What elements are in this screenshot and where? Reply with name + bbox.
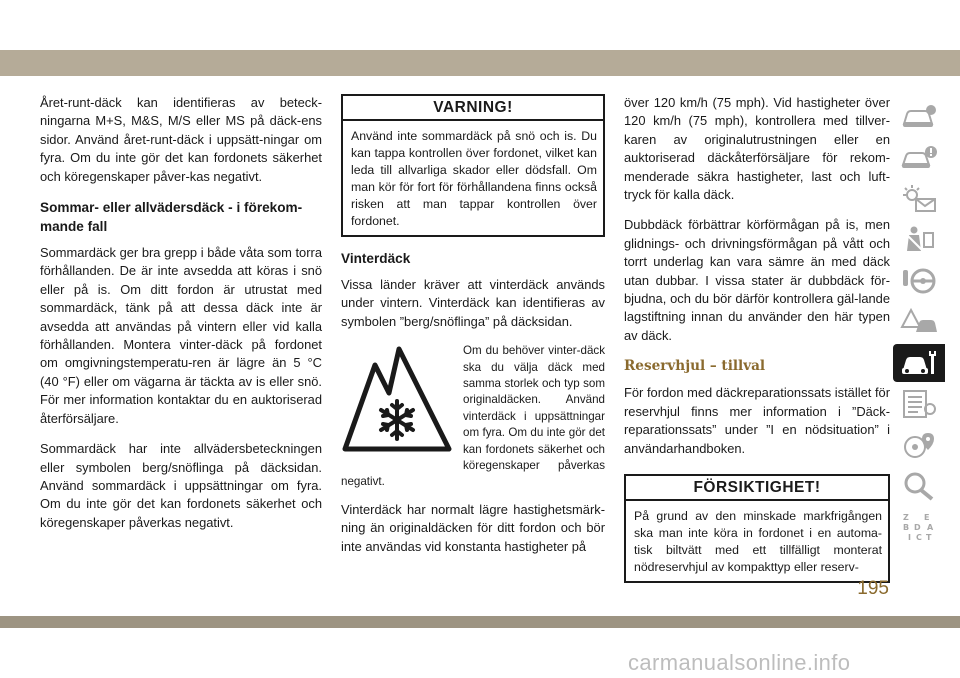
warning-light-message-icon	[900, 184, 938, 214]
svg-text:D: D	[914, 523, 921, 532]
tab-multimedia[interactable]	[893, 426, 945, 464]
svg-text:I: I	[908, 533, 911, 542]
mountain-snowflake-icon	[341, 343, 453, 461]
spare-wheel-paragraph: För fordon med däckreparationssats istället för reservhjul finns mer information i ”Däck-reparationssats” under ”I en nödsituation” i användarhandboken.	[624, 385, 890, 456]
tab-index[interactable]	[893, 508, 945, 546]
svg-text:Z: Z	[903, 513, 909, 522]
tab-car-info[interactable]	[893, 98, 945, 136]
watermark: carmanualsonline.info	[628, 650, 851, 675]
car-info-icon	[900, 102, 938, 132]
spare-wheel-heading: Reservhjul – tillval	[624, 358, 766, 375]
tab-search[interactable]	[893, 467, 945, 505]
caution-box	[624, 474, 890, 583]
summer-tires-paragraph: Sommardäck ger bra grepp i både våta som torra förhållanden. De är inte avsedda att köras i snö eller på is. Om ditt fordon är utrustat med sommardäck, tänk på att dessa däck inte är avsedda att användas på vintern eller vid kalla förhållanden. Montera vinter-däck på fordonet om omgivningstemperatu-ren är lägre än 5 °C (40 °F) eller om vägarna är täckta av is eller snö. För mer information kontaktar du en auktoriserad återförsäljare.	[40, 245, 322, 426]
tab-safety[interactable]	[893, 221, 945, 259]
summer-tires-marking-paragraph: Sommardäck har inte allvädersbeteckningen eller symbolen berg/snöflinga på däcksidan. Använd sommardäck i uppsättningar om fyra. Om du inte gör det kan fordonets säkerhet och köregenskaper påverkas negativt.	[40, 441, 322, 530]
tab-car-alert[interactable]	[893, 139, 945, 177]
svg-text:C: C	[916, 533, 922, 542]
winter-speed-rating-paragraph: Vinterdäck har normalt lägre hastighetsmärk-ning än originaldäcken för ditt fordon och bör inte användas vid konstanta hastigheter på	[341, 501, 605, 554]
svg-text:A: A	[927, 523, 934, 532]
search-magnifier-icon	[900, 471, 938, 501]
winter-tires-heading: Vinterdäck	[341, 251, 411, 266]
emergency-triangle-car-icon	[900, 307, 938, 337]
warning-box	[341, 94, 605, 237]
svg-text:B: B	[903, 523, 910, 532]
alphabetical-index-icon	[900, 512, 938, 542]
summer-tires-heading: Sommar- eller allvädersdäck - i förekom-mande fall	[40, 200, 303, 235]
safety-seatbelt-icon	[900, 225, 938, 255]
car-alert-icon	[900, 143, 938, 173]
all-season-paragraph: Året-runt-däck kan identifieras av beteck-ningarna M+S, M&S, M/S eller MS på däck-ens sidor. Använd året-runt-däck i uppsätt-ningar om fyra. Om du inte gör det kan fordonets säkerhet och köregenskaper påver-kas negativt.	[40, 95, 322, 184]
speed-paragraph: över 120 km/h (75 mph). Vid hastigheter över 120 km/h (75 mph), kontrollera med tillver-karen av originalutrustningen eller en auktoriserad däckåterförsäljare för rekom-menderade säkra hastigheter, last och luft-tryck för kalla däck.	[624, 95, 890, 203]
tab-servicing-maintenance[interactable]	[893, 344, 945, 382]
winter-tires-paragraph: Vissa länder kräver att vinterdäck används under vintern. Vinterdäck kan identifieras av symbolen ”berg/snöflinga” på däcksidan.	[341, 277, 605, 329]
tab-warning-lights[interactable]	[893, 180, 945, 218]
column-right	[624, 94, 890, 595]
svg-text:E: E	[924, 513, 930, 522]
chapter-tabs	[893, 98, 945, 549]
steering-wheel-key-icon	[900, 266, 938, 296]
bottom-decorative-band	[0, 616, 960, 628]
column-middle	[341, 94, 605, 568]
snowflake-symbol-block	[341, 343, 605, 491]
warning-title: VARNING!	[343, 96, 603, 121]
snowflake-paragraph: Om du behöver vinter-däck ska du välja däck med samma storlek och typ som originaldäcken. Använd vinterdäck i uppsättningar om fyra. Om du inte gör det kan fordonets säkerhet och köregenskaper påverkas negativt.	[341, 344, 605, 489]
multimedia-navigation-icon	[900, 430, 938, 460]
top-decorative-band	[0, 50, 960, 76]
page-number: 195	[857, 578, 889, 599]
svg-text:T: T	[926, 533, 932, 542]
tab-emergency[interactable]	[893, 303, 945, 341]
column-left	[40, 94, 322, 544]
tab-specifications[interactable]	[893, 385, 945, 423]
studded-tires-paragraph: Dubbdäck förbättrar körförmågan på is, men glidnings- och drivningsförmågan på vått och torrt underlag kan vara sämre än med däck utan dubbar. I vissa stater är dubbdäck för-bjudna, och du bör därför kontrollera gäl-lande lagstiftning innan du använder den här typen av däck.	[624, 217, 890, 343]
car-wrench-service-icon	[900, 348, 938, 378]
tab-starting-operating[interactable]	[893, 262, 945, 300]
specifications-list-icon	[900, 389, 938, 419]
caution-title: FÖRSIKTIGHET!	[626, 476, 888, 501]
warning-text: Använd inte sommardäck på snö och is. Du kan tappa kontrollen över fordonet, vilket kan leda till allvarliga skador eller dödsfall. Om man kör för fort för förhållandena finns också risken att man tappar kontrollen över fordonet.	[351, 129, 597, 228]
caution-text: På grund av den minskade markfrigången ska man inte köra in fordonet i en automa-tisk biltvätt med ett tillfälligt monterat nödreservhjul av kompakttyp eller reserv-	[634, 508, 882, 574]
